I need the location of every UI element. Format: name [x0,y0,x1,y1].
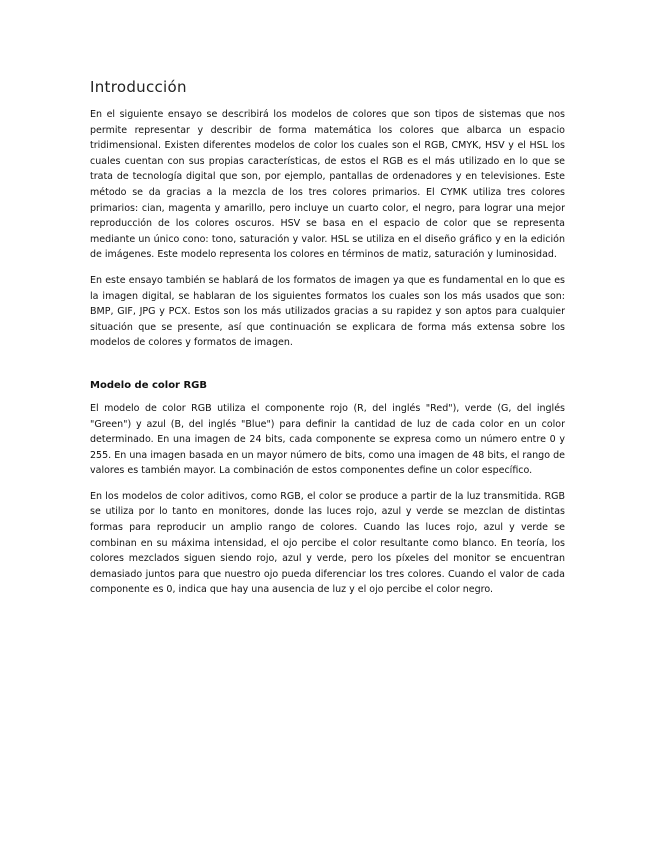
section-heading-introduccion: Introducción [90,78,187,96]
paragraph: En los modelos de color aditivos, como RGB, el color se produce a partir de la luz transmitida. RGB se utiliza por lo tanto en monitores, donde las luces rojo, azul y verde se mezclan de distintas formas para reproducir un amplio rango de colores. Cuando las luces rojo, azul y verde se combinan en su máxima intensidad, el ojo percibe el color resultante como blanco. En teoría, los colores mezclados siguen siendo rojo, azul y verde, pero los píxeles del monitor se encuentran demasiado juntos para que nuestro ojo pueda diferenciar los tres colores. Cuando el valor de cada componente es 0, indica que hay una ausencia de luz y el ojo percibe el color negro. [90,490,565,596]
paragraph: En este ensayo también se hablará de los formatos de imagen ya que es fundamental en lo que es la imagen digital, se hablaran de los siguientes formatos los cuales son los más usados que son: BMP, GIF, JPG y PCX. Estos son los más utilizados gracias a su rapidez y son aptos para cualquier situación que se presente, así que continuación se explicara de forma más extensa sobre los modelos de colores y formatos de imagen. [90,274,565,349]
section-heading-modelo-rgb: Modelo de color RGB [90,379,208,391]
paragraph: En el siguiente ensayo se describirá los modelos de colores que son tipos de sistemas que nos permite representar y describir de forma matemática los colores que albarca un espacio tridimensional. Existen diferentes modelos de color los cuales son el RGB, CMYK, HSV y el HSL los cuales cuentan con sus propias características, de estos el RGB es el más utilizado en lo que se trata de tecnología digital que son, por ejemplo, pantallas de ordenadores y en televisiones. Este método se da gracias a la mezcla de los tres colores primarios. El CYMK utiliza tres colores primarios: cian, magenta y amarillo, pero incluye un cuarto color, el negro, para lograr una mejor reproducción de los colores oscuros. HSV se basa en el espacio de color que se representa mediante un único cono: tono, saturación y valor. HSL se utiliza en el diseño gráfico y en la edición de imágenes. Este modelo representa los colores en términos de matiz, saturación y luminosidad. [90,109,565,261]
paragraph: El modelo de color RGB utiliza el componente rojo (R, del inglés "Red"), verde (G, del inglés "Green") y azul (B, del inglés "Blue") para definir la cantidad de luz de cada color en un color determinado. En una imagen de 24 bits, cada componente se expresa como un número entre 0 y 255. En una imagen basada en un mayor número de bits, como una imagen de 48 bits, el rango de valores es también mayor. La combinación de estos componentes define un color específico. [90,402,565,477]
document-body [90,78,565,608]
